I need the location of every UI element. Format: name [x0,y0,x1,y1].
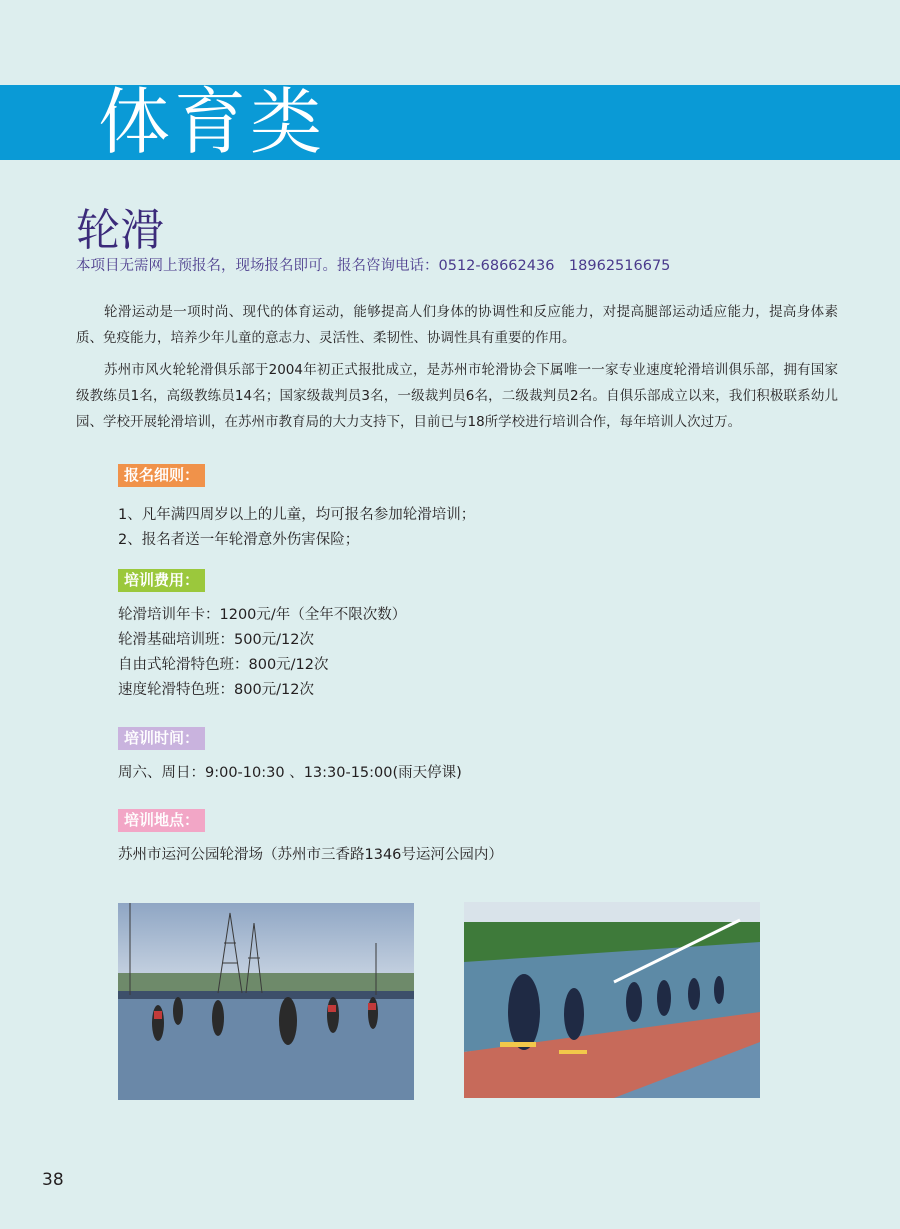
fees-list [118,603,406,703]
schedule-label: 培训时间： [118,727,205,750]
intro-paragraph-2: 苏州市风火轮轮滑俱乐部于2004年初正式报批成立，是苏州市轮滑协会下属唯一一家专业速度轮滑培训俱乐部，拥有国家级教练员1名，高级教练员14名；国家级裁判员3名，一级裁判员6名，二级裁判员2名。自俱乐部成立以来，我们积极联系幼儿园、学校开展轮滑培训，在苏州市教育局的大力支持下，目前已与18所学校进行培训合作，每年培训人次过万。 [76,362,838,430]
list-item: 1、凡年满四周岁以上的儿童，均可报名参加轮滑培训； [118,507,476,523]
list-item: 轮滑基础培训班：500元/12次 [118,632,315,648]
page-number: 38 [42,1170,64,1190]
intro-paragraph-1: 轮滑运动是一项时尚、现代的体育运动，能够提高人们身体的协调性和反应能力，对提高腿部运动适应能力，提高身体素质、免疫能力，培养少年儿童的意志力、灵活性、柔韧性、协调性具有重要的作用。 [76,304,838,346]
location-text: 苏州市运河公园轮滑场（苏州市三香路1346号运河公园内） [118,847,503,863]
registration-label: 报名细则： [118,464,205,487]
schedule-text: 周六、周日：9:00-10:30 、13:30-15:00(雨天停课) [118,765,462,781]
list-item: 2、报名者送一年轮滑意外伤害保险； [118,532,360,548]
list-item: 速度轮滑特色班：800元/12次 [118,682,315,698]
list-item: 自由式轮滑特色班：800元/12次 [118,657,329,673]
category-title: 体育类 [98,80,327,164]
registration-notice: 本项目无需网上预报名，现场报名即可。报名咨询电话：0512-68662436 18962516675 [76,258,671,274]
registration-list [118,503,475,553]
photo-skaters-track-red [464,902,760,1098]
section-title: 轮滑 [76,205,164,256]
list-item: 轮滑培训年卡：1200元/年（全年不限次数） [118,607,407,623]
location-label: 培训地点： [118,809,205,832]
photo-skaters-track-blue [118,903,414,1100]
fees-label: 培训费用： [118,569,205,592]
